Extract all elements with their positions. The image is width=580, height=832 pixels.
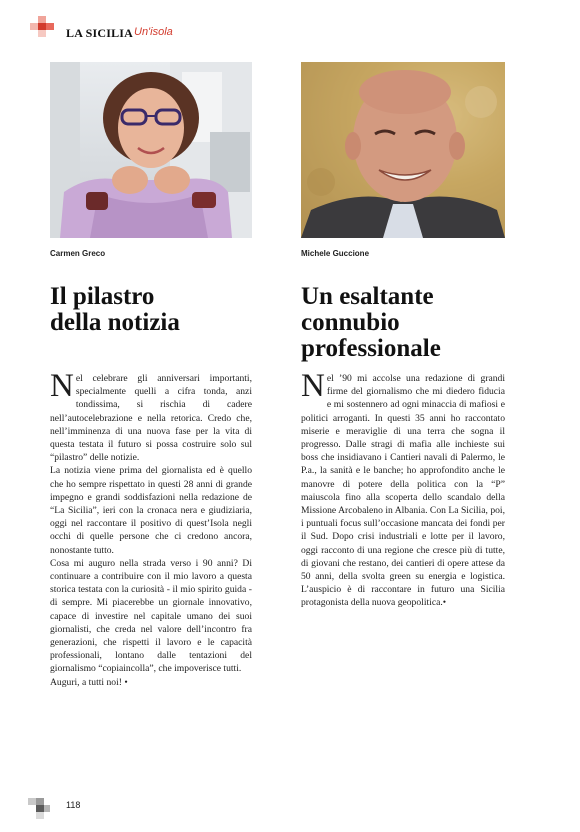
header-brand: LA SICILIA [66,26,134,40]
headline-left-line2: della notizia [50,309,180,336]
headline-right [301,284,441,362]
header-section: Un'isola [134,26,173,38]
page-squares-icon [28,798,50,820]
photo-carmen-greco [50,62,252,238]
headline-right-line1: Un esaltante [301,283,434,310]
headline-right-line2: connubio [301,309,400,336]
dropcap: N [50,368,74,404]
logo-squares-icon [28,16,54,38]
portrait-photo-icon [50,62,252,238]
caption-right: Michele Guccione [301,249,370,258]
paragraph: Nel ’90 mi accolse una redazione di grandi firme del giornalismo che mi diedero fiducia e mi sostennero ad ogni minaccia di mafiosi e politici arroganti. In questi 35 anni ho raccontato miserie e meraviglie di una terra che sogna il progresso. Dalle stragi di mafia alle inchieste sui boss che insidiavano i Cantieri navali di Palermo, le P.a., la sanità e le banche; ho approfondito anche le manovre di potere della politica con la “P” maiuscola fino alla scoperta dello scandalo della Missione Arcobaleno in Albania. Con La Sicilia, poi, i puntuali focus sull’occasione mancata dei fondi per il Sud. Dopo crisi industriali e lotte per il lavoro, oggi racconto di una regione che cresce più di tutte, di giovani che restano, dei cantieri di opere attese da 50 anni, della svolta green su energia e logistica. L’auspicio è di raccontare in futuro una Sicilia protagonista della nuova geopolitica.• [301,368,505,609]
paragraph: La notizia viene prima del giornalista ed è quello che ho sempre rispettato in questi 28 anni di grande impegno e grandi soddisfazioni nella redazione de “La Sicilia”, ieri con la cronaca nera e giudiziaria, oggi nel raccontare il positivo di quest’Isola negli occhi di quelle persone che ci credono ancora, nonostante tutto. [50,465,252,556]
article-body-left [50,368,252,689]
headline-right-line3: professionale [301,335,441,362]
headline-left [50,284,180,336]
paragraph: Auguri, a tutti noi! • [50,676,128,688]
photo-michele-guccione [301,62,505,238]
headline-left-line1: Il pilastro [50,283,155,310]
caption-left: Carmen Greco [50,249,106,258]
dropcap: N [301,368,325,404]
portrait-photo-icon [301,62,505,238]
paragraph: Cosa mi auguro nella strada verso i 90 anni? Di continuare a contribuire con il mio lavoro a questa storica testata con la curiosità - il mio spirito guida - di sempre. Mi piacerebbe un giornale innovativo, capace di investire nel capitale umano dei suoi giornalisti, che creda nel valore dell’incontro fra generazioni, che rispetti il lavoro e le capacità professionali, lontano dalle tentazioni del giornalismo “copiaincolla”, che impoverisce tutti. [50,557,252,675]
paragraph: Nel celebrare gli anniversari importanti, specialmente quelli a cifra tonda, anzi tondissima, si rischia di cadere nell’autocelebrazione e nella retorica. Credo che, nell’imminenza di una nuova fase per la vita di questa testata il futuro si possa costruire solo sul “pilastro” delle notizie. [50,368,252,464]
page-number: 118 [66,800,81,810]
article-body-right [301,368,505,610]
